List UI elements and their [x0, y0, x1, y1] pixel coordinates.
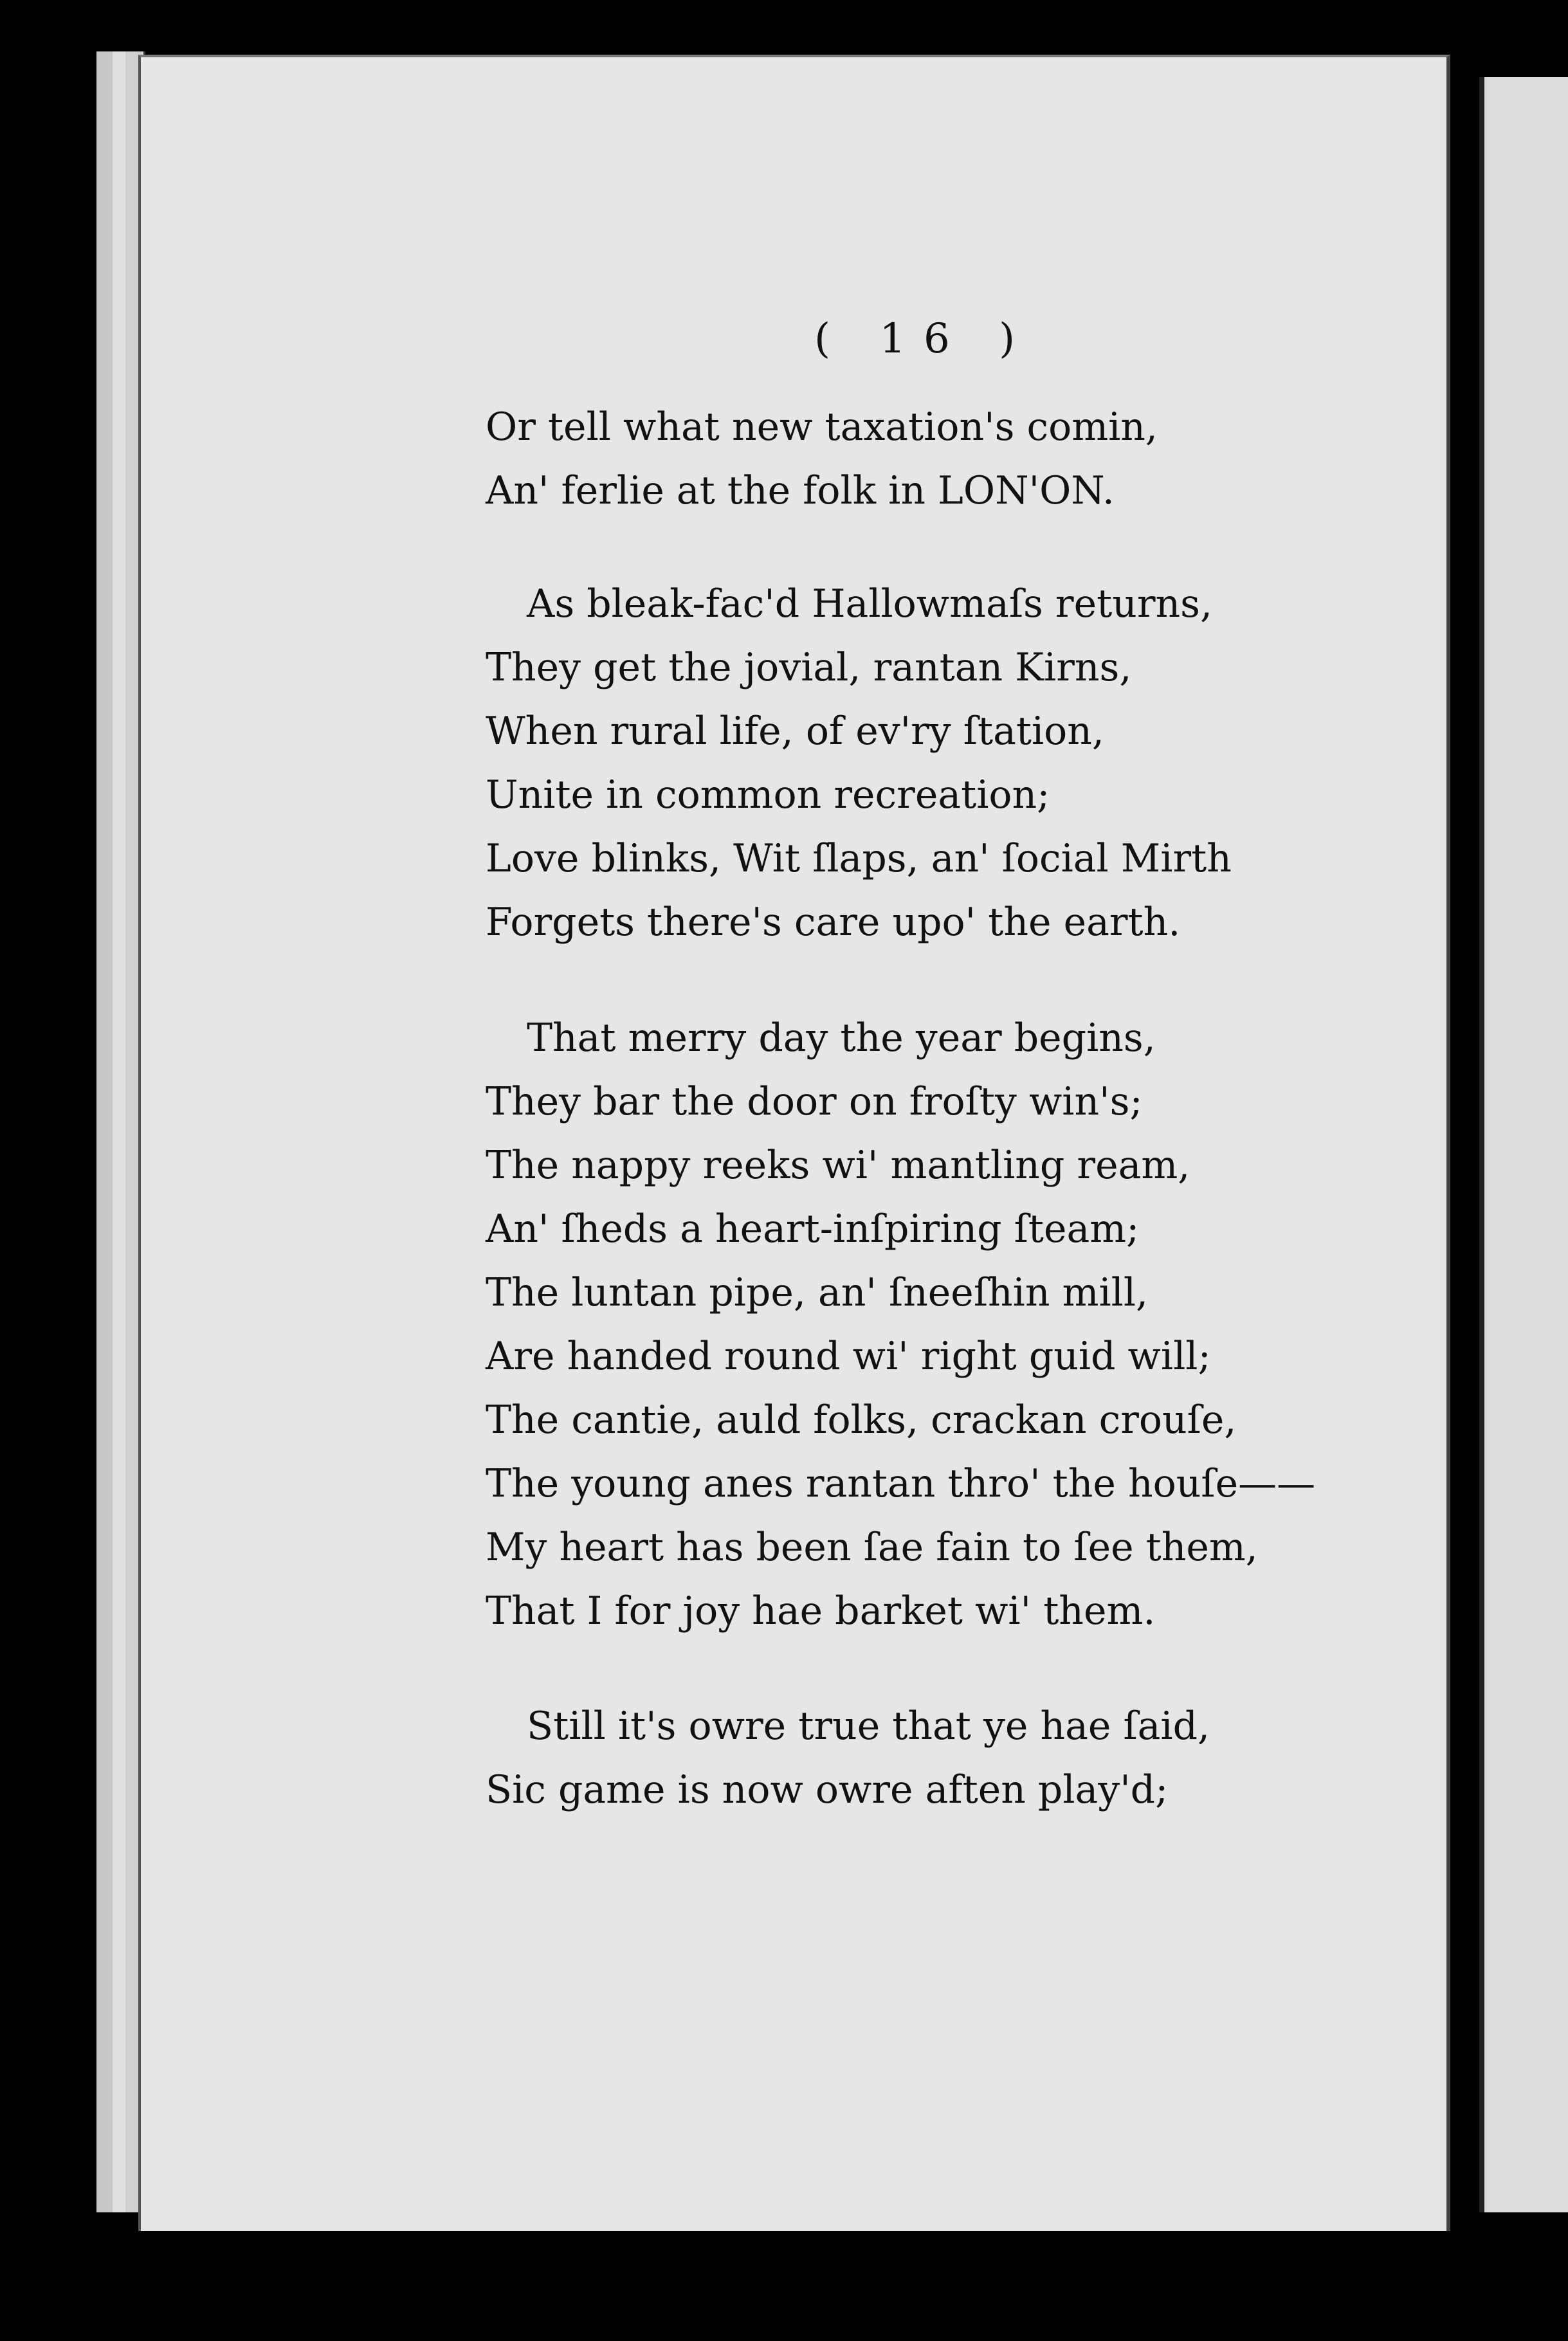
verse-line: When rural life, of ev'ry ſtation, [486, 709, 1104, 754]
verse-line: As bleak-fac'd Hallowmaſs returns, [527, 581, 1213, 626]
verse-line: An' ſheds a heart-inſpiring ſteam; [486, 1207, 1140, 1252]
verse-line: The luntan pipe, an' ſneeſhin mill, [486, 1270, 1149, 1315]
verse-line: Are handed round wi' right guid will; [486, 1334, 1211, 1379]
verse-line: They get the jovial, rantan Kirns, [486, 645, 1132, 690]
facing-page-edge [1479, 77, 1568, 2212]
verse-line: Or tell what new taxation's comin, [486, 405, 1158, 450]
stanza-3 [486, 1007, 1315, 1643]
verse-line: The cantie, auld folks, crackan crouſe, [486, 1398, 1237, 1443]
verse-line: The young anes rantan thro' the houſe—— [486, 1461, 1316, 1506]
page-number: ( 16 ) [814, 315, 1034, 363]
verse-line: They bar the door on froſty win's; [486, 1079, 1143, 1124]
verse-line: Love blinks, Wit ſlaps, an' ſocial Mirth [486, 836, 1232, 881]
stanza-2 [486, 572, 1232, 954]
verse-line: That I for joy hae barket wi' them. [486, 1589, 1156, 1634]
verse-line: My heart has been ſae fain to ſee them, [486, 1525, 1258, 1570]
verse-line: Sic game is now owre aften play'd; [486, 1767, 1169, 1812]
verse-line: Still it's owre true that ye hae ſaid, [527, 1704, 1210, 1749]
verse-line: Unite in common recreation; [486, 772, 1050, 817]
stanza-4 [486, 1695, 1210, 1822]
verse-line: An' ferlie at the folk in LON'ON. [486, 468, 1115, 513]
verse-line: That merry day the year begins, [527, 1016, 1156, 1061]
verse-line: The nappy reeks wi' mantling ream, [486, 1143, 1190, 1188]
stanza-1 [486, 396, 1158, 523]
verse-line: Forgets there's care upo' the earth. [486, 900, 1181, 945]
